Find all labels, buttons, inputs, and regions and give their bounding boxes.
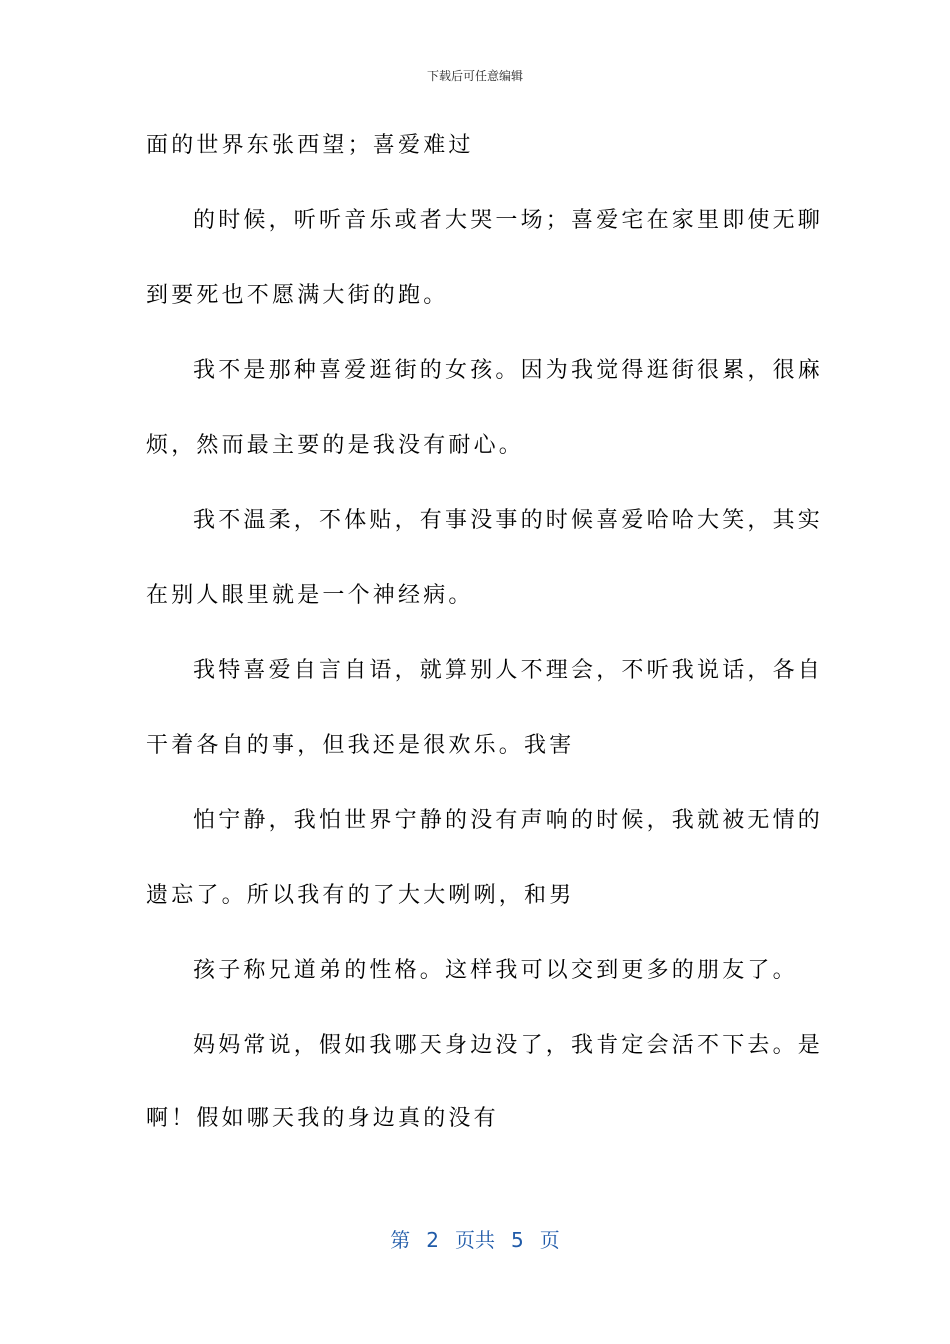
text-line: 干着各自的事，但我还是很欢乐。我害 <box>146 733 575 758</box>
footer-label-page: 第 <box>390 1228 411 1252</box>
page-footer <box>0 1224 950 1253</box>
text-line: 我不温柔，不体贴，有事没事的时候喜爱哈哈大笑，其实 <box>193 508 824 533</box>
text-line: 妈妈常说，假如我哪天身边没了，我肯定会活不下去。是 <box>193 1033 824 1058</box>
text-line: 面的世界东张西望；喜爱难过 <box>146 133 474 158</box>
text-line: 的时候，听听音乐或者大哭一场；喜爱宅在家里即使无聊 <box>193 208 824 233</box>
text-line: 我不是那种喜爱逛街的女孩。因为我觉得逛街很累，很麻 <box>193 358 824 383</box>
footer-total-pages: 5 <box>511 1228 524 1252</box>
text-line: 啊！假如哪天我的身边真的没有 <box>146 1106 499 1131</box>
footer-label-end: 页 <box>539 1228 560 1252</box>
text-line: 怕宁静，我怕世界宁静的没有声响的时候，我就被无情的 <box>193 808 824 833</box>
header-note: 下载后可任意编辑 <box>426 69 523 83</box>
footer-label-of-total: 页共 <box>455 1228 495 1252</box>
text-line: 在别人眼里就是一个神经病。 <box>146 583 474 608</box>
footer-current-page: 2 <box>426 1228 439 1252</box>
text-line: 孩子称兄道弟的性格。这样我可以交到更多的朋友了。 <box>193 958 798 983</box>
text-line: 到要死也不愿满大街的跑。 <box>146 283 449 308</box>
text-line: 烦，然而最主要的是我没有耐心。 <box>146 433 525 458</box>
text-line: 我特喜爱自言自语，就算别人不理会，不听我说话，各自 <box>193 658 824 683</box>
text-line: 遗忘了。所以我有的了大大咧咧，和男 <box>146 883 575 908</box>
